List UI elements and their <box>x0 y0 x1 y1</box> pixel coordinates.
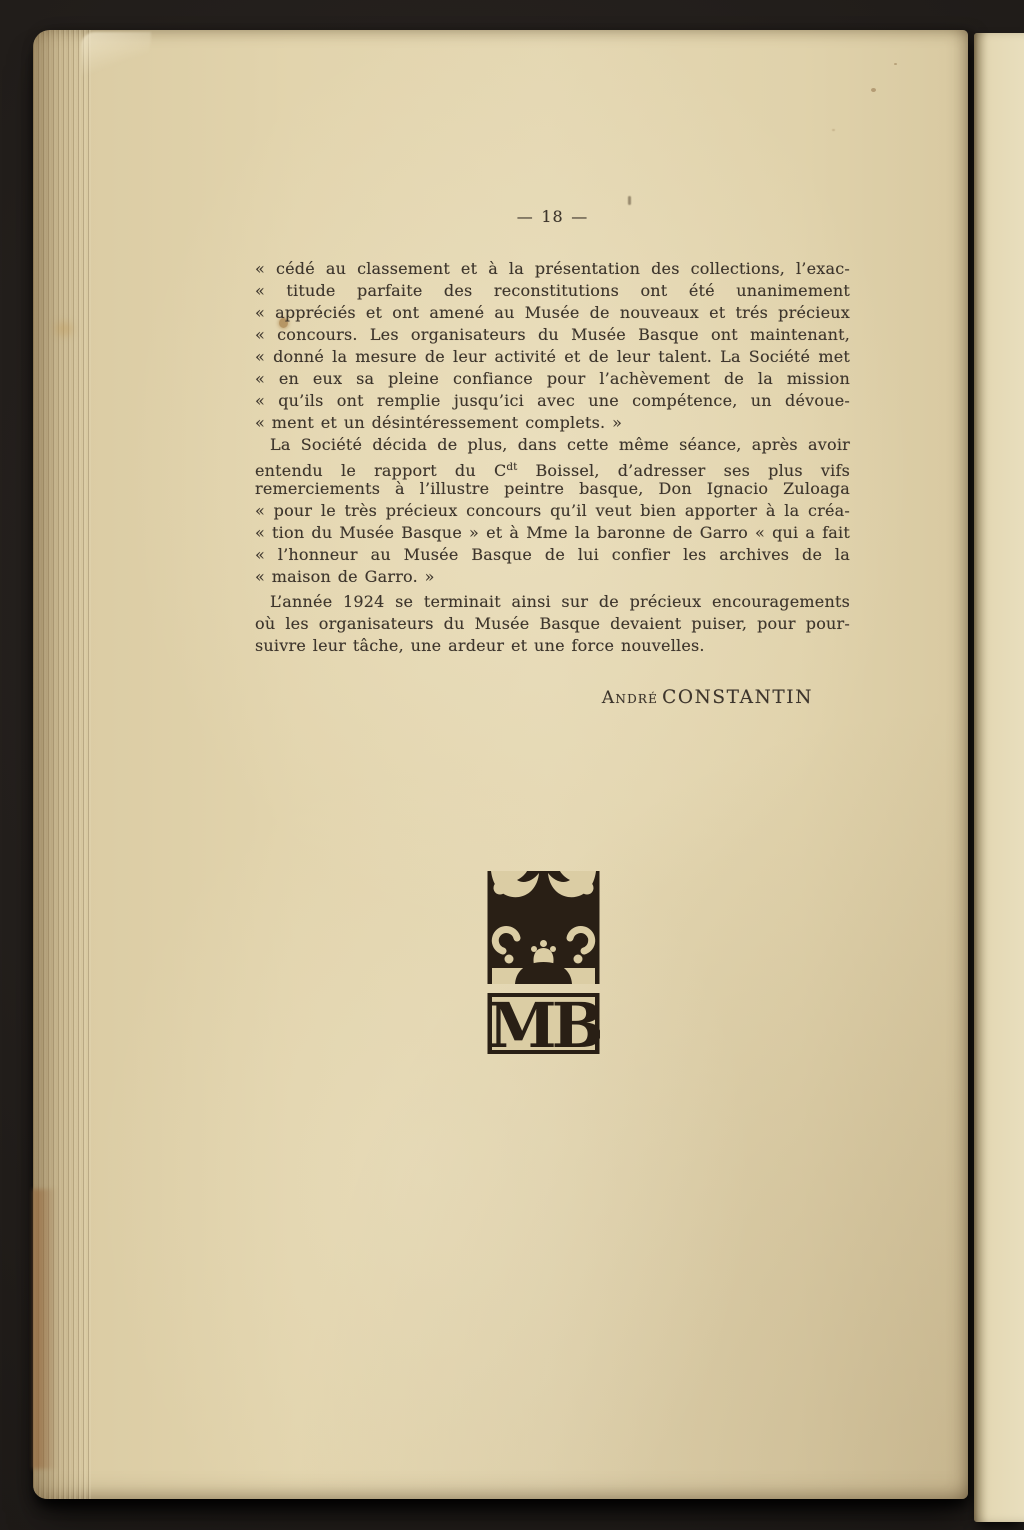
text-line <box>255 456 850 478</box>
text-line: « tion du Musée Basque » et à Mme la baronne de Garro « qui a fait <box>255 523 850 542</box>
author-given-name: André <box>601 688 659 708</box>
text-line: « titude parfaite des reconstitutions ont été unanimement <box>255 281 850 300</box>
paragraph-quotation <box>255 258 850 434</box>
text-line: suivre leur tâche, une ardeur et une force nouvelles. <box>255 636 705 655</box>
text-line: L’année 1924 se terminait ainsi sur de précieux encouragements <box>270 592 850 611</box>
text-line: La Société décida de plus, dans cette même séance, après avoir <box>270 435 850 454</box>
text-line: « ment et un désintéressement complets. » <box>255 413 623 432</box>
paragraph-societe-decision <box>255 434 850 588</box>
text-line: « pour le très précieux concours qu’il veut bien apporter à la créa- <box>255 501 850 520</box>
page-corner-dogear <box>81 32 151 78</box>
fore-edge-brown-patch <box>33 1189 57 1469</box>
mark-monogram-text: MB <box>487 989 600 1054</box>
author-family-name: CONSTANTIN <box>662 687 813 708</box>
author-signature <box>255 687 850 711</box>
text-line: « cédé au classement et à la présentation des collections, l’exac- <box>255 259 850 278</box>
ink-speck <box>628 196 631 205</box>
paper-freckles <box>871 88 876 92</box>
text-line: remerciements à l’illustre peintre basque, Don Ignacio Zuloaga <box>255 479 850 498</box>
next-page-edge <box>974 33 1024 1522</box>
text-line: « qu’ils ont remplie jusqu’ici avec une compétence, un dévoue- <box>255 391 850 410</box>
page-number: — 18 — <box>516 207 589 226</box>
text-block <box>255 206 850 711</box>
paper-stain <box>55 322 73 336</box>
commandant-superscript: dt <box>506 461 518 473</box>
line-segment: Boissel, d’adresser ses plus vifs <box>535 461 850 480</box>
musee-basque-printer-mark <box>487 871 600 1054</box>
book-page <box>33 30 968 1499</box>
text-line: « en eux sa pleine confiance pour l’achèvement de la mission <box>255 369 850 388</box>
text-line: « maison de Garro. » <box>255 567 435 586</box>
text-line: où les organisateurs du Musée Basque devaient puiser, pour pour- <box>255 614 850 633</box>
text-line: « l’honneur au Musée Basque de lui confier les archives de la <box>255 545 850 564</box>
text-line: « donné la mesure de leur activité et de leur talent. La Société met <box>255 347 850 366</box>
paragraph-annee-1924 <box>255 591 850 657</box>
text-line: « concours. Les organisateurs du Musée Basque ont maintenant, <box>255 325 850 344</box>
text-line: « appréciés et ont amené au Musée de nouveaux et trés précieux <box>255 303 850 322</box>
line-segment: entendu le rapport du C <box>255 461 507 480</box>
